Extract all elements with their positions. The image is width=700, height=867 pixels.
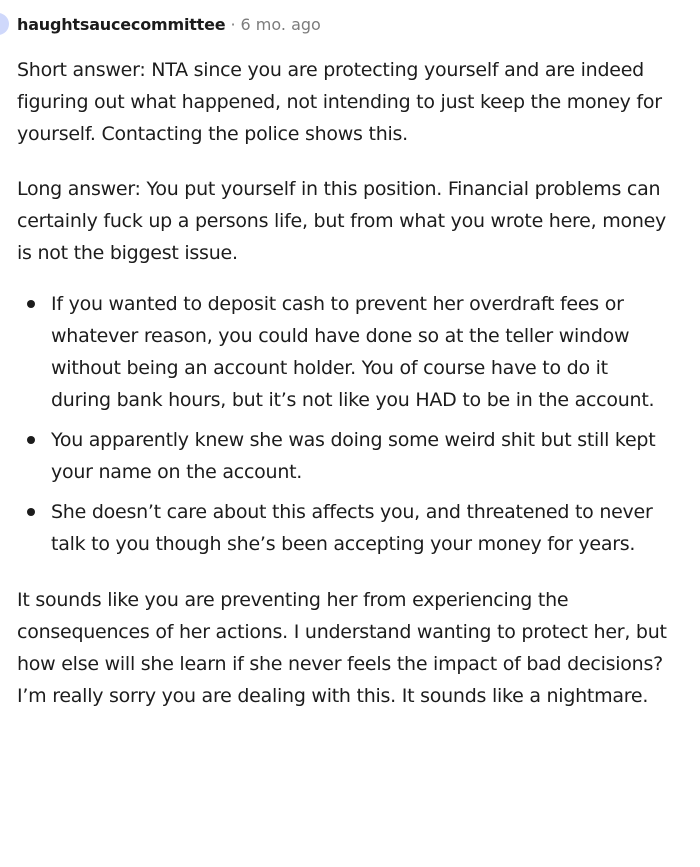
- paragraph-closing: It sounds like you are preventing her from experiencing the consequences of her actions. I understand wanting to protect her, but how else will she learn if she never feels the impact of bad decisions? I’m really sorry you are dealing with this. It sounds like a nightmare.: [17, 589, 667, 707]
- paragraph-long-answer: Long answer: You put yourself in this position. Financial problems can certainly fuck up a persons life, but from what you wrote here, money is not the biggest issue.: [17, 178, 667, 264]
- paragraph-short-answer: Short answer: NTA since you are protecting yourself and are indeed figuring out what happened, not intending to just keep the money for yourself. Contacting the police shows this.: [17, 59, 662, 145]
- comment-body: [17, 54, 667, 712]
- list-item: [17, 288, 667, 416]
- bullet-dot-icon: [27, 436, 35, 444]
- bullet-dot-icon: [27, 508, 35, 516]
- comment-meta: [17, 12, 321, 38]
- list-item: [17, 496, 667, 560]
- avatar[interactable]: [0, 13, 9, 35]
- bullet-dot-icon: [27, 300, 35, 308]
- comment-timestamp[interactable]: 6 mo. ago: [240, 15, 321, 34]
- author-username[interactable]: haughtsaucecommittee: [17, 15, 226, 34]
- list-item-text: If you wanted to deposit cash to prevent her overdraft fees or whatever reason, you could have done so at the teller window without being an account holder. You of course have to do it during bank hours, but it’s not like you HAD to be in the account.: [51, 293, 655, 411]
- bullet-list: [17, 288, 667, 560]
- meta-separator: ·: [230, 15, 236, 34]
- list-item-text: You apparently knew she was doing some weird shit but still kept your name on the account.: [51, 429, 656, 483]
- list-item-text: She doesn’t care about this affects you, and threatened to never talk to you though she’s been accepting your money for years.: [51, 501, 653, 555]
- list-item: [17, 424, 667, 488]
